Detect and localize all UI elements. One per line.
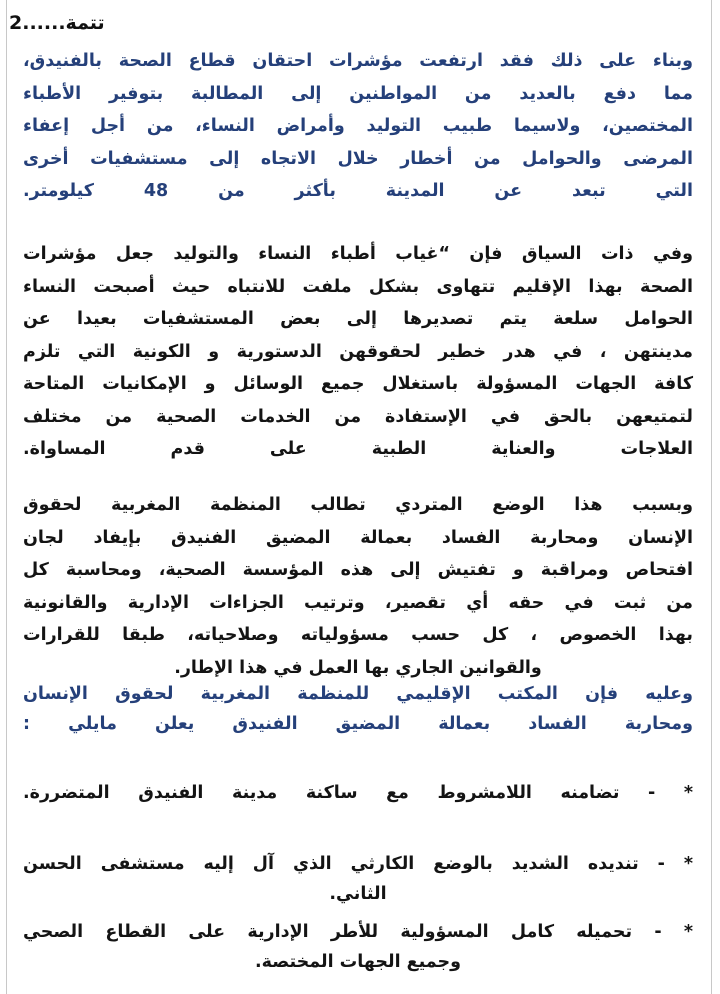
continuation-heading: تتمة......2 xyxy=(9,12,105,34)
text-line: وجميع الجهات المختصة. xyxy=(255,952,461,972)
paragraph-declaration xyxy=(23,679,693,739)
text-line: بهذا الخصوص ، كل حسب مسؤولياته وصلاحياته، طبقا للقرارات xyxy=(23,625,693,645)
text-line: * - تنديده الشديد بالوضع الكارثي الذي آل إليه مستشفى الحسن xyxy=(23,854,693,874)
text-line: الثاني. xyxy=(329,884,387,904)
text-line: * - تحميله كامل المسؤولية للأطر الإدارية على القطاع الصحي xyxy=(23,922,693,942)
text-line: كافة الجهات المسؤولة باستغلال جميع الوسائل و الإمكانيات المتاحة xyxy=(23,374,693,394)
document-page xyxy=(6,0,712,994)
text-line: * - تضامنه اللامشروط مع ساكنة مدينة الفنيدق المتضررة. xyxy=(23,783,693,803)
paragraph-absence-doctors xyxy=(23,238,693,466)
text-line: لتمتيعهن بالحق في الإستفادة من الخدمات الصحية من مختلف xyxy=(23,406,693,427)
text-line: الصحة بهذا الإقليم تتهاوى بشكل ملفت للانتباه حيث أصبحت النساء xyxy=(23,276,693,297)
text-line: افتحاص ومراقبة و تفتيش إلى هذه المؤسسة الصحية، ومحاسبة كل xyxy=(23,560,693,580)
list-item-condemnation xyxy=(23,849,693,909)
text-line: من ثبت في حقه أي تقصير، وترتيب الجزاءات الإدارية والقانونية xyxy=(23,592,693,613)
paragraph-demands xyxy=(23,489,693,684)
text-line: وعليه فإن المكتب الإقليمي للمنظمة المغربية لحقوق الإنسان xyxy=(23,684,693,704)
text-line: والقوانين الجاري بها العمل في هذا الإطار. xyxy=(174,657,542,678)
text-line: التي تبعد عن المدينة بأكثر من 48 كيلومتر. xyxy=(23,181,693,201)
list-item-solidarity xyxy=(23,778,693,808)
text-line: وبسبب هذا الوضع المتردي تطالب المنظمة المغربية لحقوق xyxy=(23,495,693,515)
text-line: الإنسان ومحاربة الفساد بعمالة المضيق الفنيدق بإيفاد لجان xyxy=(23,527,693,548)
text-line: مدينتهن ، في هدر خطير لحقوقهن الدستورية و الكونية التي تلزم xyxy=(23,341,693,362)
text-line: الحوامل سلعة يتم تصديرها إلى بعض المستشفيات بعيدا عن xyxy=(23,309,693,329)
text-line: المختصين، ولاسيما طبيب التوليد وأمراض النساء، من أجل إعفاء xyxy=(23,116,693,136)
text-line: مما دفع بالعديد من المواطنين إلى المطالبة بتوفير الأطباء xyxy=(23,83,693,104)
list-item-responsibility xyxy=(23,917,693,977)
text-line: العلاجات والعناية الطبية على قدم المساواة. xyxy=(23,439,693,459)
paragraph-health-sector xyxy=(23,45,693,208)
text-line: وبناء على ذلك فقد ارتفعت مؤشرات احتقان قطاع الصحة بالفنيدق، xyxy=(23,51,693,71)
text-line: المرضى والحوامل من أخطار خلال الاتجاه إلى مستشفيات أخرى xyxy=(23,148,693,169)
text-line: وفي ذات السياق فإن “غياب أطباء النساء والتوليد جعل مؤشرات xyxy=(23,244,693,264)
text-line: ومحاربة الفساد بعمالة المضيق الفنيدق يعلن مايلي : xyxy=(23,714,693,734)
